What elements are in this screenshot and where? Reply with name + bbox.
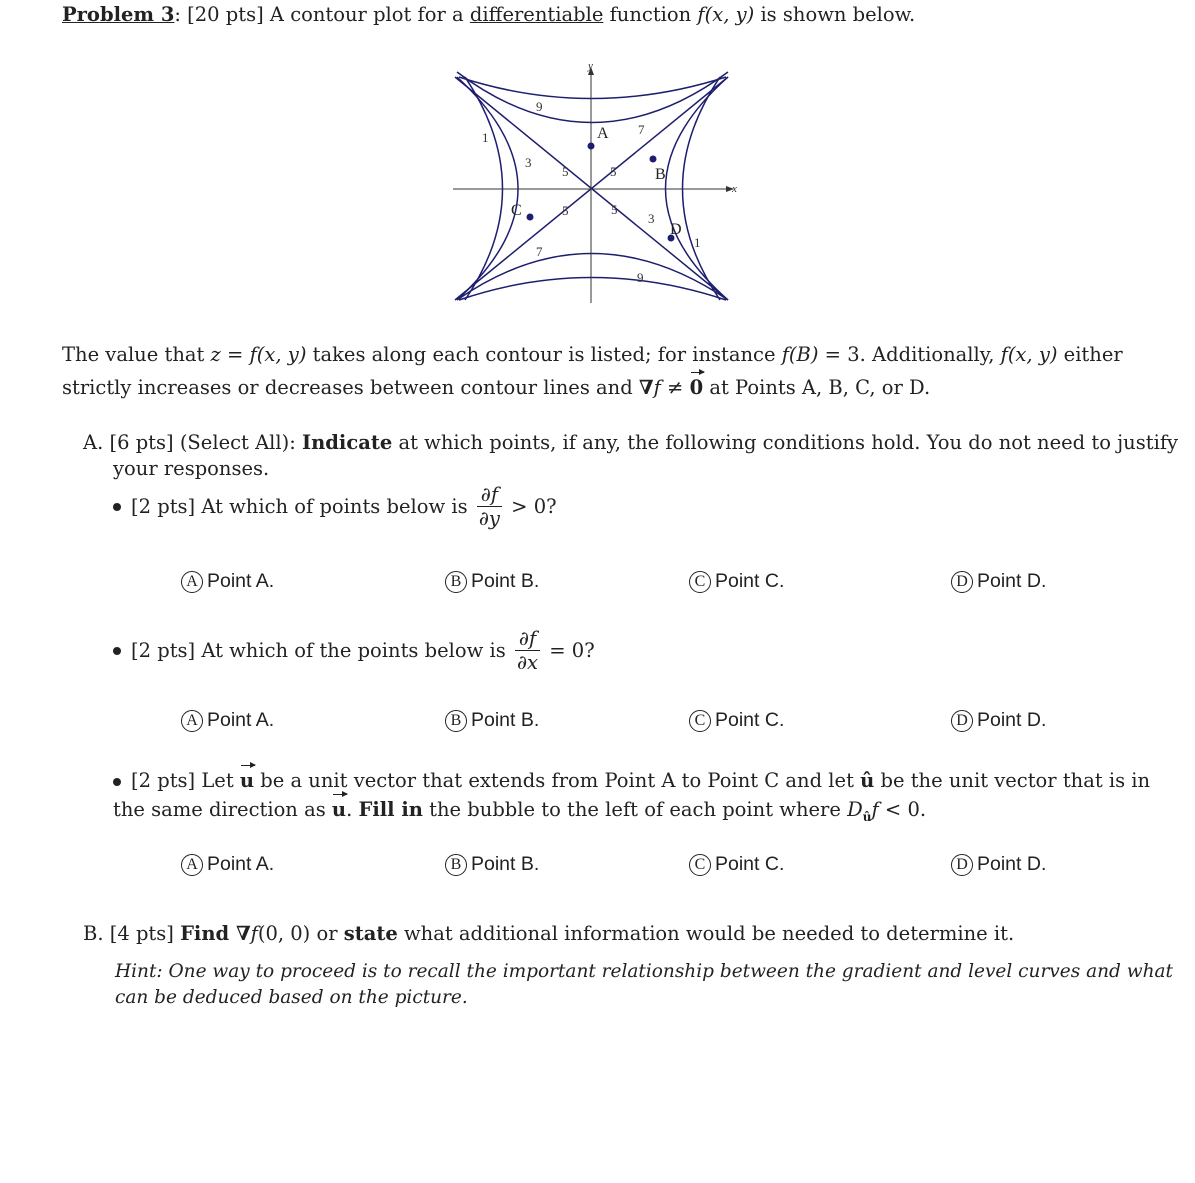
part-a-bold: Indicate (302, 431, 393, 454)
partial-f-x (515, 628, 540, 675)
q1-option-a[interactable] (181, 570, 274, 593)
point-b-marker (650, 156, 657, 163)
q1-tail: > 0? (504, 494, 557, 518)
q2-text: [2 pts] At which of the points below is (131, 638, 506, 662)
contour-label: 7 (536, 244, 543, 259)
desc-fxy: f(x, y) (249, 343, 307, 366)
q3-text: be the unit vector that is in (874, 769, 1151, 792)
question-3-line-2 (113, 797, 926, 825)
description-line-1 (62, 342, 1123, 367)
contour-label: 5 (611, 202, 618, 217)
q3-option-a[interactable] (181, 853, 274, 876)
option-label: Point D. (977, 570, 1047, 592)
desc-text: either (1057, 343, 1123, 366)
contour-bottom-9 (459, 278, 726, 301)
contour-label: 5 (562, 203, 569, 218)
desc-fxy: f(x, y) (1000, 343, 1058, 366)
contour-label: 1 (694, 235, 701, 250)
point-b-label: B (655, 166, 666, 183)
part-b-f: f (250, 922, 258, 945)
option-label: Point B. (471, 570, 540, 592)
desc-text: The value that (62, 343, 211, 366)
frac-num: ∂f (477, 484, 502, 507)
q3-text: be a unit vector that extends from Point A to Point C and let (254, 769, 861, 792)
vector-u: u (331, 798, 347, 821)
contour-label: 1 (482, 130, 489, 145)
bubble-d[interactable]: D (951, 571, 973, 593)
option-label: Point C. (715, 709, 785, 731)
hint-line-2: can be deduced based on the picture. (115, 987, 468, 1008)
question-2 (113, 628, 595, 675)
q3-option-d[interactable] (951, 853, 1046, 876)
part-b-lead: B. [4 pts] (83, 922, 181, 945)
q3-option-c[interactable] (689, 853, 784, 876)
option-label: Point A. (207, 853, 275, 875)
q3-text: . (346, 798, 359, 821)
q2-tail: = 0? (543, 638, 595, 662)
contour-label: 5 (610, 164, 617, 179)
bullet (113, 647, 121, 655)
option-label: Point A. (207, 709, 275, 731)
desc-neq: ≠ (660, 376, 690, 399)
bubble-c[interactable]: C (689, 710, 711, 732)
q3-f: f (871, 798, 879, 821)
bullet (113, 503, 121, 511)
q3-bold: Fill in (358, 798, 423, 821)
header-tail: is shown below. (754, 3, 916, 26)
point-d-label: D (670, 221, 682, 238)
contour-label: 3 (648, 211, 655, 226)
vector-u: u (239, 769, 255, 792)
desc-fB: f(B) (781, 343, 819, 366)
part-a-line-2: your responses. (113, 457, 270, 480)
q3-text: the same direction as (113, 798, 332, 821)
desc-text: takes along each contour is listed; for instance (306, 343, 782, 366)
bubble-a[interactable]: A (181, 854, 203, 876)
header-fn: f(x, y) (697, 3, 755, 26)
q1-option-b[interactable] (445, 570, 539, 593)
q3-text: [2 pts] Let (131, 769, 240, 792)
nabla-symbol: ∇ (235, 922, 251, 945)
q3-text: < 0. (878, 798, 927, 821)
option-label: Point D. (977, 709, 1047, 731)
bubble-c[interactable]: C (689, 571, 711, 593)
unit-vector-u-hat: û (860, 769, 875, 792)
q1-text: [2 pts] At which of points below is (131, 494, 468, 518)
frac-den: ∂y (478, 507, 500, 531)
bubble-a[interactable]: A (181, 710, 203, 732)
problem-header (62, 2, 915, 27)
header-fn-word: function (603, 3, 698, 26)
part-b-heading (83, 921, 1014, 946)
part-b-bold: state (343, 922, 398, 945)
point-c-label: C (511, 202, 522, 219)
contour-top-9 (459, 77, 726, 99)
point-a-marker (588, 143, 595, 150)
point-a-label: A (597, 125, 609, 142)
contour-label: 7 (638, 122, 645, 137)
desc-eq: = (220, 343, 250, 366)
description-line-2 (62, 375, 930, 400)
y-axis-label: y (588, 60, 593, 72)
question-1 (113, 484, 557, 531)
header-underlined: differentiable (469, 3, 604, 26)
desc-text: strictly increases or decreases between contour lines and (62, 376, 639, 399)
problem-label: Problem 3 (62, 3, 175, 26)
contour-label: 9 (637, 270, 644, 285)
frac-den: ∂x (516, 651, 539, 675)
q2-option-b[interactable] (445, 709, 539, 732)
option-label: Point B. (471, 853, 540, 875)
partial-f-y (477, 484, 502, 531)
option-label: Point A. (207, 570, 275, 592)
hint-line-1: Hint: One way to proceed is to recall the important relationship between the gradient and level curves and what (115, 961, 1173, 982)
part-b-or: or (310, 922, 344, 945)
option-label: Point C. (715, 570, 785, 592)
desc-text: at Points A, B, C, or D. (703, 376, 931, 399)
directional-derivative-D: D (847, 798, 863, 821)
bubble-b[interactable]: B (445, 854, 467, 876)
contour-label: 5 (562, 164, 569, 179)
header-intro: : [20 pts] A contour plot for a (174, 3, 470, 26)
desc-z: z (210, 343, 221, 366)
q1-option-c[interactable] (689, 570, 784, 593)
bubble-c[interactable]: C (689, 854, 711, 876)
bullet (113, 778, 121, 786)
q3-option-b[interactable] (445, 853, 539, 876)
contour-label: 3 (525, 155, 532, 170)
q2-option-c[interactable] (689, 709, 784, 732)
desc-text: = 3. Additionally, (818, 343, 1001, 366)
zero-vector: 0 (689, 376, 704, 399)
q2-option-a[interactable] (181, 709, 274, 732)
contour-plot (445, 55, 745, 307)
frac-num: ∂f (515, 628, 540, 651)
question-3-line-1 (113, 768, 1150, 793)
part-a-heading (83, 430, 1178, 455)
bubble-b[interactable]: B (445, 571, 467, 593)
x-axis-label: x (732, 183, 737, 195)
bubble-d[interactable]: D (951, 854, 973, 876)
q1-option-d[interactable] (951, 570, 1046, 593)
desc-f: f (653, 376, 661, 399)
directional-sub: û (862, 809, 872, 824)
contour-label: 9 (536, 99, 543, 114)
part-b-args: (0, 0) (257, 922, 311, 945)
contour-top-7 (457, 72, 728, 123)
part-b-bold: Find (180, 922, 236, 945)
q2-option-d[interactable] (951, 709, 1046, 732)
option-label: Point C. (715, 853, 785, 875)
bubble-d[interactable]: D (951, 710, 973, 732)
part-b-rest: what additional information would be needed to determine it. (397, 922, 1015, 945)
q3-text: the bubble to the left of each point where (422, 798, 848, 821)
part-a-lead: A. [6 pts] (Select All): (83, 431, 302, 454)
bubble-b[interactable]: B (445, 710, 467, 732)
option-label: Point D. (977, 853, 1047, 875)
bubble-a[interactable]: A (181, 571, 203, 593)
part-a-rest: at which points, if any, the following conditions hold. You do not need to justify (392, 431, 1179, 454)
nabla-symbol: ∇ (638, 376, 654, 399)
option-label: Point B. (471, 709, 540, 731)
point-c-marker (527, 214, 534, 221)
